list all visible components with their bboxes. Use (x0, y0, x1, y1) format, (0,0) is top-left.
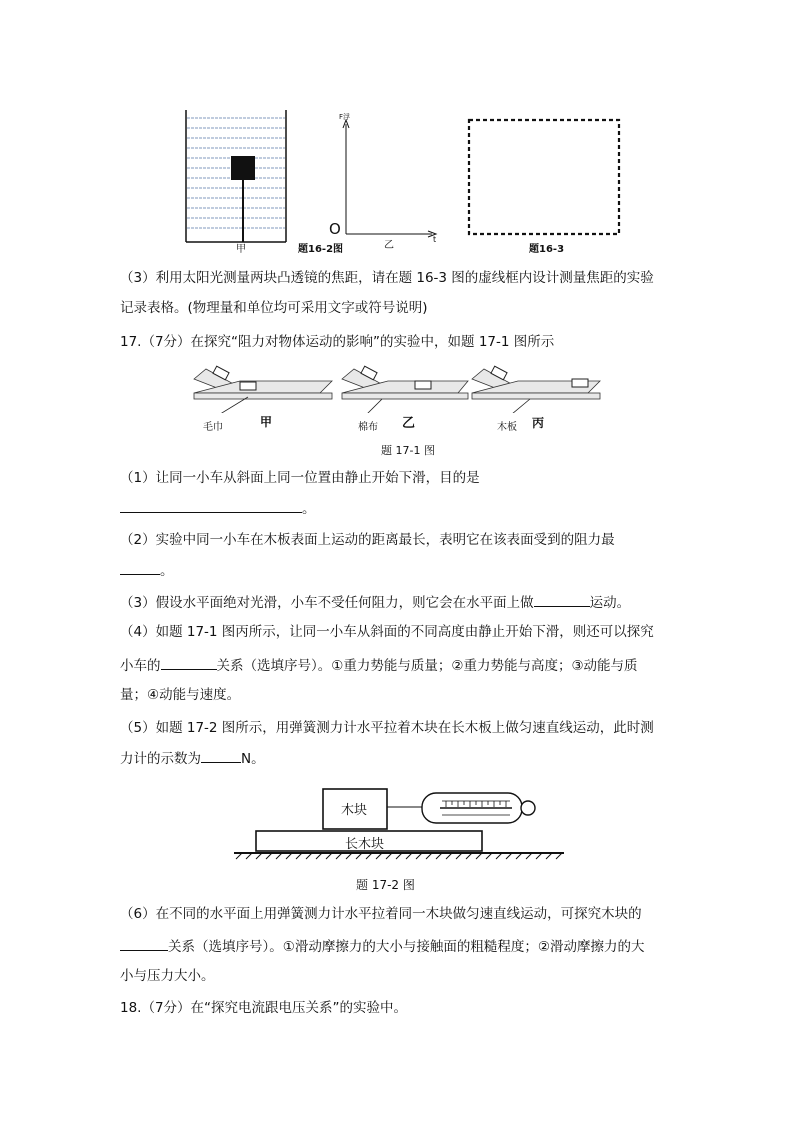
q17-6-line2: 关系（选填序号）。①滑动摩擦力的大小与接触面的粗糙程度；②滑动摩擦力的大 (120, 936, 644, 957)
ramp-yi-label: 乙 (402, 416, 416, 431)
axis-y-label: F浮 (339, 113, 351, 121)
block-label: 木块 (341, 803, 368, 818)
board-label: 木板 (497, 422, 517, 433)
q17-5-line1: （5）如题 17-2 图所示，用弹簧测力计水平拉着木块在长木板上做匀速直线运动，此时测 (120, 720, 654, 736)
q17-4-line3: 量；④动能与速度。 (120, 687, 241, 703)
fig-16-2-caption: 题16-2图 (298, 244, 344, 255)
axis-x-label: t (433, 235, 437, 244)
fig-17-2-caption: 题 17-2 图 (356, 878, 415, 892)
towel-label: 毛巾 (203, 422, 223, 433)
ramp-jia-label: 甲 (260, 415, 273, 429)
fig-16-3-caption: 题16-3 (529, 244, 565, 255)
q17-6-line1: （6）在不同的水平面上用弹簧测力计水平拉着同一木块做匀速直线运动，可探究木块的 (120, 906, 642, 922)
q17-2-text: （2）实验中同一小车在木板表面上运动的距离最长，表明它在该表面受到的阻力最 (120, 532, 615, 548)
q16-3-line1: （3）利用太阳光测量两块凸透镜的焦距，请在题 16-3 图的虚线框内设计测量焦距的实验 (120, 270, 654, 286)
q17-1-answer-line: 。 (120, 498, 316, 519)
long-board-label: 长木块 (345, 837, 385, 852)
q17-1-text: （1）让同一小车从斜面上同一位置由静止开始下滑，目的是 (120, 470, 480, 486)
beaker-label: 甲 (236, 244, 246, 255)
q17-6-line3: 小与压力大小。 (120, 968, 215, 984)
q17-2-answer-line: 。 (120, 560, 174, 581)
origin-label: O (329, 220, 341, 238)
block-in-water (231, 156, 255, 180)
q17-1-blank[interactable] (120, 498, 302, 513)
q17-6-blank[interactable] (120, 936, 168, 951)
q17-3-line: （3）假设水平面绝对光滑，小车不受任何阻力，则它会在水平面上做 运动。 (120, 592, 630, 613)
figure-17-1 (190, 363, 610, 413)
q17-4-line2: 小车的 关系（选填序号）。①重力势能与质量；②重力势能与高度；③动能与质 (120, 655, 638, 676)
q17-title: 17.（7分）在探究“阻力对物体运动的影响”的实验中，如题 17-1 图所示 (120, 334, 555, 350)
q18-title: 18.（7分）在“探究电流跟电压关系”的实验中。 (120, 1000, 408, 1016)
dashed-table-box (469, 120, 619, 234)
figure-16 (150, 106, 630, 256)
cotton-label: 棉布 (358, 422, 378, 433)
q17-2-blank[interactable] (120, 560, 160, 575)
q16-3-line2: 记录表格。(物理量和单位均可采用文字或符号说明) (120, 300, 428, 316)
fig-17-1-caption: 题 17-1 图 (381, 444, 435, 457)
q17-4-line1: （4）如题 17-1 图丙所示，让同一小车从斜面的不同高度由静止开始下滑，则还可以探究 (120, 624, 654, 640)
ramp-bing-label: 丙 (532, 416, 545, 430)
q17-5-line2: 力计的示数为 N。 (120, 748, 265, 769)
q17-5-blank[interactable] (201, 748, 241, 763)
figure-17-2 (230, 783, 566, 863)
q17-3-blank[interactable] (534, 592, 590, 607)
graph-label: 乙 (384, 240, 394, 251)
q17-4-blank[interactable] (161, 655, 217, 670)
